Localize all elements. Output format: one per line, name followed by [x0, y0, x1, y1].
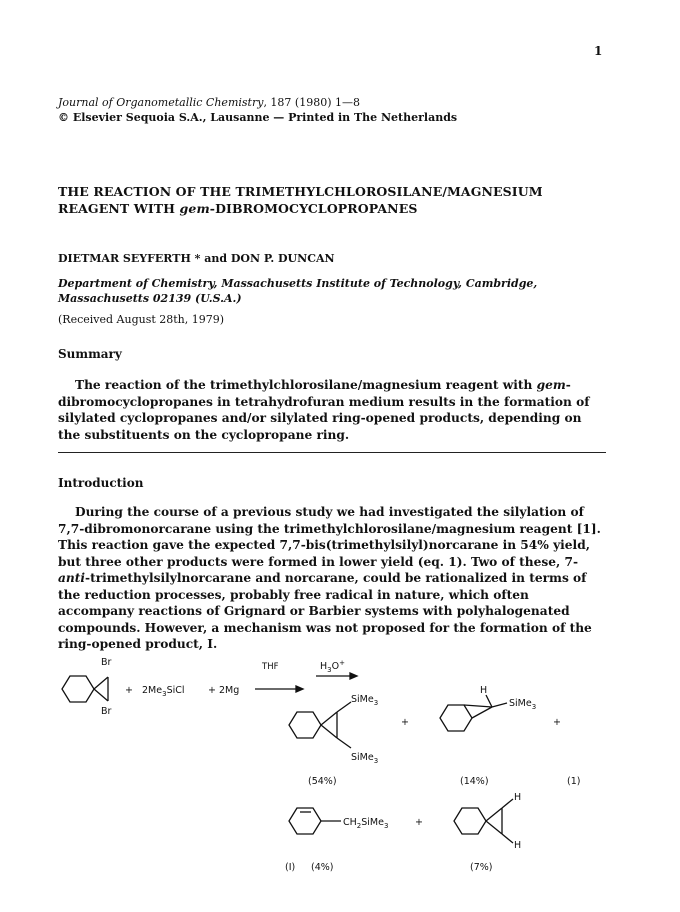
reactant-ring	[62, 676, 94, 702]
affiliation: Department of Chemistry, Massachusetts Institute of Technology, Cambridge, Massachusetts 02139 (U.S.A.)	[58, 277, 538, 305]
h-label-anti: H	[480, 685, 488, 696]
plus-4: +	[553, 717, 561, 728]
equation-number: (1)	[567, 776, 581, 787]
product-bis-silyl-ring	[289, 712, 321, 738]
ch2sime3-label: $CH_2SiMe_3$	[343, 817, 389, 830]
product-anti-silyl-ring	[440, 705, 472, 731]
plus-1: +	[125, 685, 133, 696]
br-label-top: Br	[101, 657, 112, 668]
compound-I-label: (I)	[285, 862, 296, 873]
summary-text: The reaction of the trimethylchlorosilane/magnesium reagent with gem-dibromocyclopropanes in tetrahydrofuran medium results in the formation of silylated cyclopropanes and/or silylated ring-opened products, depending on the substituents on the cyclopropane ring.	[58, 378, 590, 442]
plus-5: +	[415, 817, 423, 828]
br-label-bottom: Br	[101, 706, 112, 717]
product-norcarane	[454, 808, 486, 834]
workup-label: $H_3O^+$	[320, 659, 345, 674]
yield-4: (4%)	[311, 862, 334, 873]
publisher-line: © Elsevier Sequoia S.A., Lausanne — Printed in The Netherlands	[58, 111, 458, 124]
title-line-1: THE REACTION OF THE TRIMETHYLCHLOROSILANE/MAGNESIUM	[58, 184, 543, 199]
yield-14: (14%)	[460, 776, 489, 787]
yield-7: (7%)	[470, 862, 493, 873]
introduction-heading: Introduction	[58, 476, 144, 490]
sime3-bottom: SiMe$_3$	[351, 752, 379, 765]
yield-54: (54%)	[308, 776, 337, 787]
h-label-bottom: H	[514, 840, 522, 851]
sime3-top: SiMe$_3$	[351, 694, 379, 707]
reagent-silane: $2Me_3SiCl$	[142, 685, 185, 698]
reagent-magnesium: 2Mg	[219, 685, 240, 696]
authors: DIETMAR SEYFERTH * and DON P. DUNCAN	[58, 252, 335, 265]
plus-2: +	[208, 685, 216, 696]
summary-heading: Summary	[58, 347, 122, 361]
h-label-top: H	[514, 792, 522, 803]
title-line-2: REAGENT WITH gem-DIBROMOCYCLOPROPANES	[58, 201, 418, 216]
solvent-label: THF	[262, 662, 279, 672]
plus-3: +	[401, 717, 409, 728]
introduction-text: During the course of a previous study we had investigated the silylation of 7,7-dibromonorcarane using the trimethylchlorosilane/magnesium reagent [1]. This reaction gave the expected 7,7-bis(trimethylsilyl)norcarane in 54% yield, but three other products were formed in lower yield (eq. 1). Two of these, 7-anti-trimethylsilylnorcarane and norcarane, could be rationalized in terms of the reduction processes, probably free radical in nature, which often accompany reactions of Grignard or Barbier systems with polyhalogenated compounds. However, a mechanism was not proposed for the formation of the ring-opened product, I.	[58, 505, 601, 651]
journal-name: Journal of Organometallic Chemistry	[58, 96, 264, 109]
page-number: 1	[594, 44, 603, 58]
received-date: (Received August 28th, 1979)	[58, 313, 225, 326]
sime3-anti: SiMe$_3$	[509, 698, 537, 711]
journal-volume: , 187 (1980) 1—8	[263, 96, 360, 109]
